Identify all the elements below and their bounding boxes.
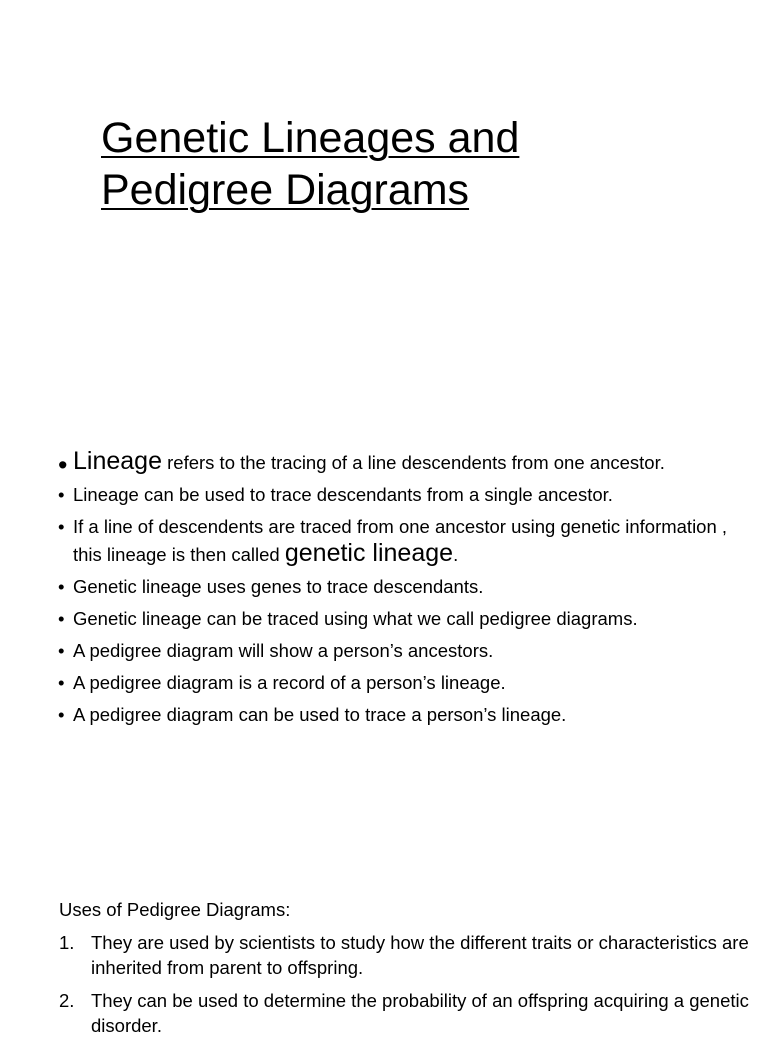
bullet-item [58, 638, 758, 664]
bullet-item [58, 447, 758, 480]
bullet-item [58, 482, 758, 508]
bullet-text: A pedigree diagram is a record of a person’s lineage. [73, 672, 506, 693]
bullet-text: Genetic lineage uses genes to trace descendants. [73, 576, 484, 597]
bullet-item [58, 574, 758, 600]
bullet-text-end: . [453, 544, 459, 565]
bullet-item [58, 670, 758, 696]
item-number: 1. [59, 932, 75, 953]
item-text: They are used by scientists to study how the different traits or characteristics are inherited from parent to offspring. [91, 932, 749, 978]
bullet-item [58, 702, 758, 728]
bullet-text: A pedigree diagram can be used to trace a person’s lineage. [73, 704, 567, 725]
bullet-dot: • [58, 704, 65, 725]
title-line-2: Pedigree Diagrams [101, 166, 470, 214]
title-line-1: Genetic Lineages and [101, 114, 520, 162]
page-title [101, 112, 661, 216]
bullet-dot: • [58, 450, 68, 480]
bullet-dot: • [58, 608, 65, 629]
bullet-dot: • [58, 484, 65, 505]
bullet-text: refers to the tracing of a line descendents from one ancestor. [161, 452, 665, 473]
bullet-text: A pedigree diagram will show a person’s ancestors. [73, 640, 494, 661]
bullet-dot: • [58, 640, 65, 661]
bullet-text: Genetic lineage can be traced using what we call pedigree diagrams. [73, 608, 638, 629]
term-lineage: Lineage [73, 447, 162, 475]
bullet-item [58, 514, 758, 568]
bullet-item [58, 606, 758, 632]
numbered-item [59, 930, 749, 980]
bullet-text: If a line of descendents are traced from one ancestor using genetic information , this lineage is then called [73, 516, 728, 565]
item-text: They can be used to determine the probability of an offspring acquiring a genetic disorder. [91, 990, 749, 1036]
item-number: 2. [59, 990, 75, 1011]
uses-heading: Uses of Pedigree Diagrams: [59, 899, 291, 920]
bullet-dot: • [58, 672, 65, 693]
bullet-dot: • [58, 576, 65, 597]
numbered-item [59, 988, 749, 1038]
term-genetic-lineage: genetic lineage [284, 539, 454, 567]
bullet-text: Lineage can be used to trace descendants from a single ancestor. [73, 484, 613, 505]
bullet-list [58, 448, 758, 734]
bullet-dot: • [58, 516, 65, 537]
